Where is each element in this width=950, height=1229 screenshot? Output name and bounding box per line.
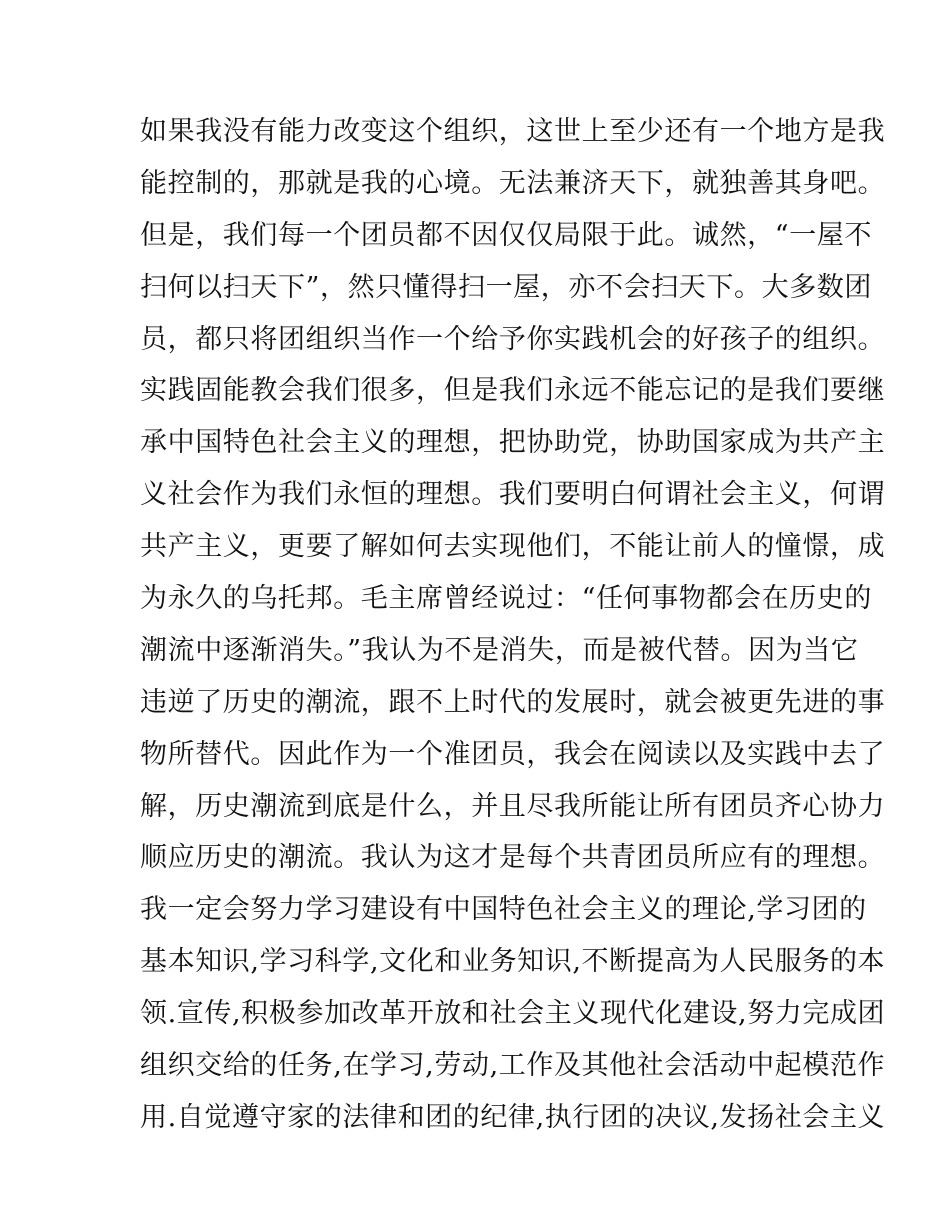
text-line: 承中国特色社会主义的理想，把协助党，协助国家成为共产主 <box>140 427 886 459</box>
text-line: 解，历史潮流到底是什么，并且尽我所能让所有团员齐心协力 <box>140 790 886 822</box>
text-line: 如果我没有能力改变这个组织，这世上至少还有一个地方是我 <box>140 116 886 147</box>
text-line: 能控制的，那就是我的心境。无法兼济天下，就独善其身吧。 <box>140 167 886 199</box>
text-line: 共产主义，更要了解如何去实现他们，不能让前人的憧憬，成 <box>140 531 886 563</box>
body-text <box>140 106 886 1144</box>
text-line: 义社会作为我们永恒的理想。我们要明白何谓社会主义，何谓 <box>140 479 886 511</box>
text-line: 实践固能教会我们很多，但是我们永远不能忘记的是我们要继 <box>140 375 886 407</box>
text-line: 但是，我们每一个团员都不因仅仅局限于此。诚然，“一屋不 <box>140 219 873 251</box>
text-line: 基本知识,学习科学,文化和业务知识,不断提高为人民服务的本 <box>140 946 886 978</box>
text-line: 违逆了历史的潮流，跟不上时代的发展时，就会被更先进的事 <box>140 686 886 718</box>
text-line: 用.自觉遵守家的法律和团的纪律,执行团的决议,发扬社会主义 <box>140 1101 886 1133</box>
text-line: 物所替代。因此作为一个准团员，我会在阅读以及实践中去了 <box>140 738 886 770</box>
text-line: 员，都只将团组织当作一个给予你实践机会的好孩子的组织。 <box>140 323 886 355</box>
text-line: 潮流中逐渐消失。”我认为不是消失，而是被代替。因为当它 <box>140 634 859 666</box>
text-line: 扫何以扫天下”，然只懂得扫一屋，亦不会扫天下。大多数团 <box>140 271 873 303</box>
text-line: 为永久的乌托邦。毛主席曾经说过：“任何事物都会在历史的 <box>140 583 873 615</box>
text-line: 我一定会努力学习建设有中国特色社会主义的理论,学习团的 <box>140 894 867 926</box>
text-line: 顺应历史的潮流。我认为这才是每个共青团员所应有的理想。 <box>140 842 886 874</box>
text-line: 组织交给的任务,在学习,劳动,工作及其他社会活动中起模范作 <box>140 1050 886 1082</box>
text-line: 领.宣传,积极参加改革开放和社会主义现代化建设,努力完成团 <box>140 998 886 1030</box>
